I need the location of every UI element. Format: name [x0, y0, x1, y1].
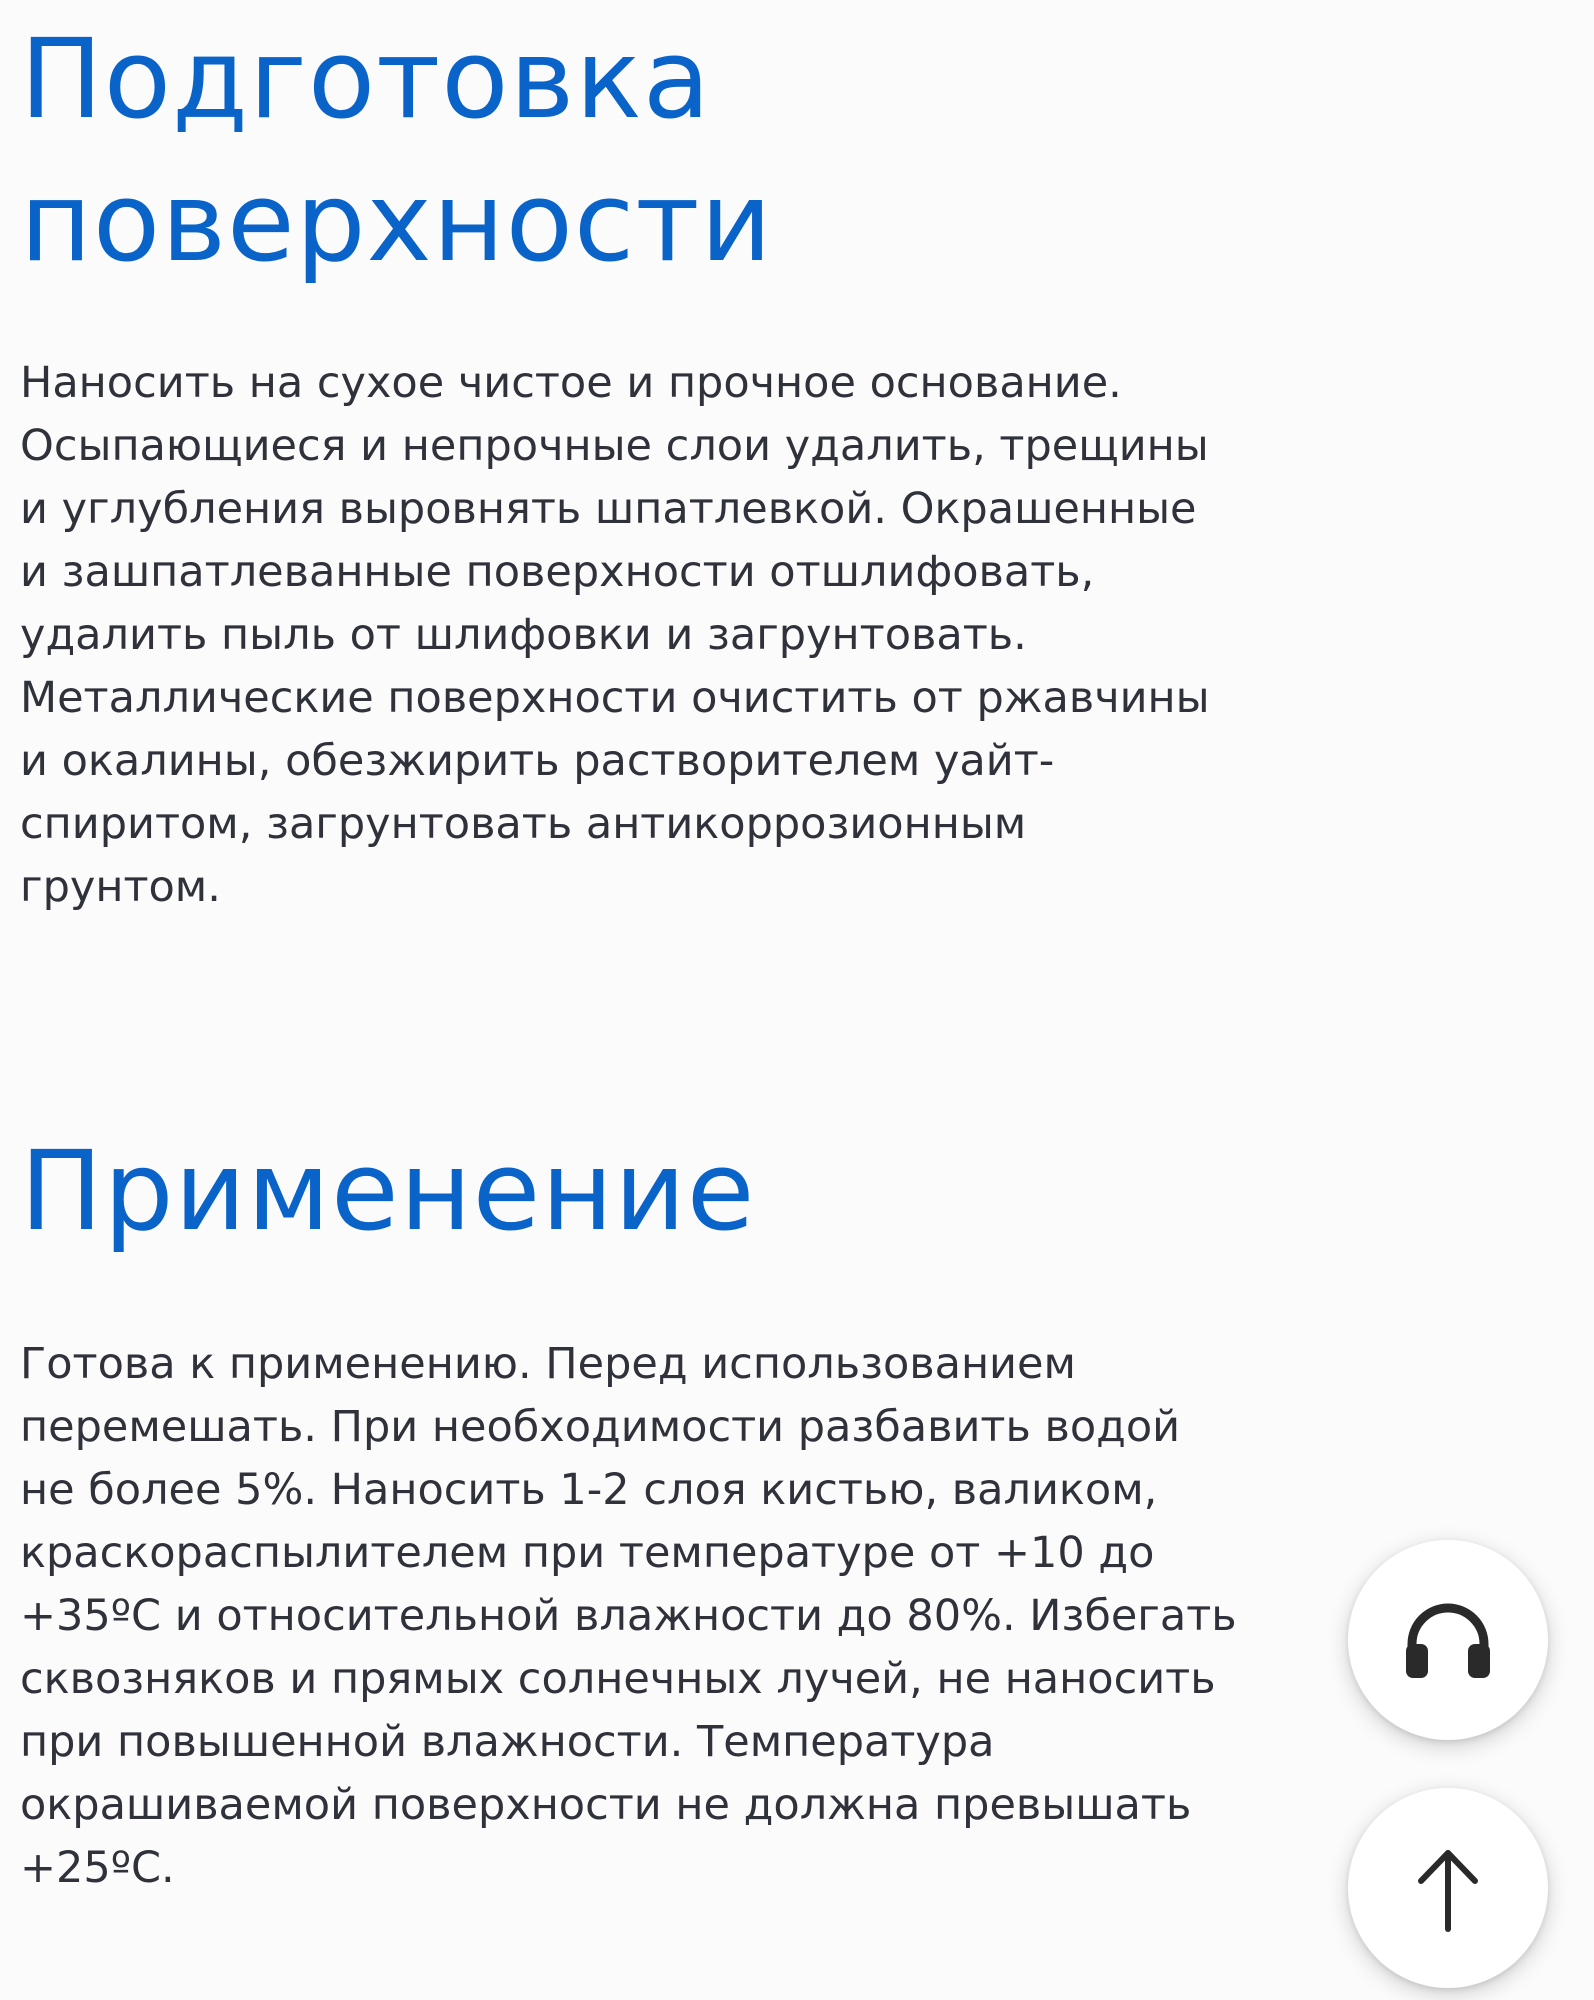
audio-button[interactable] [1348, 1540, 1548, 1740]
headphones-icon [1402, 1598, 1494, 1682]
application-section [20, 1120, 1594, 1900]
surface-preparation-text: Наносить на сухое чистое и прочное основание. Осыпающиеся и непрочные слои удалить, трещины и углубления выровнять шпатлевкой. Окрашенные и зашпатлеванные поверхности отшлифовать, удалить пыль от шлифовки и загрунтовать. Металлические поверхности очистить от ржавчины и окалины, обезжирить растворителем уайт- спиритом, загрунтовать антикоррозионным грунтом. [20, 358, 1210, 912]
surface-preparation-heading: Подготовка поверхности [20, 15, 773, 286]
scroll-to-top-button[interactable] [1348, 1788, 1548, 1988]
application-text: Готова к применению. Перед использованием перемешать. При необходимости разбавить водой не более 5%. Наносить 1-2 слоя кистью, валиком, краскораспылителем при температуре от +10 до +35ºС и относительной влажности до 80%. Избегать сквозняков и прямых солнечных лучей, не наносить при повышенной влажности. Температура окрашиваемой поверхности не должна превышать +25ºС. [20, 1339, 1237, 1893]
arrow-up-icon [1413, 1843, 1483, 1933]
application-heading: Применение [20, 1127, 756, 1255]
surface-preparation-section [20, 8, 1594, 919]
